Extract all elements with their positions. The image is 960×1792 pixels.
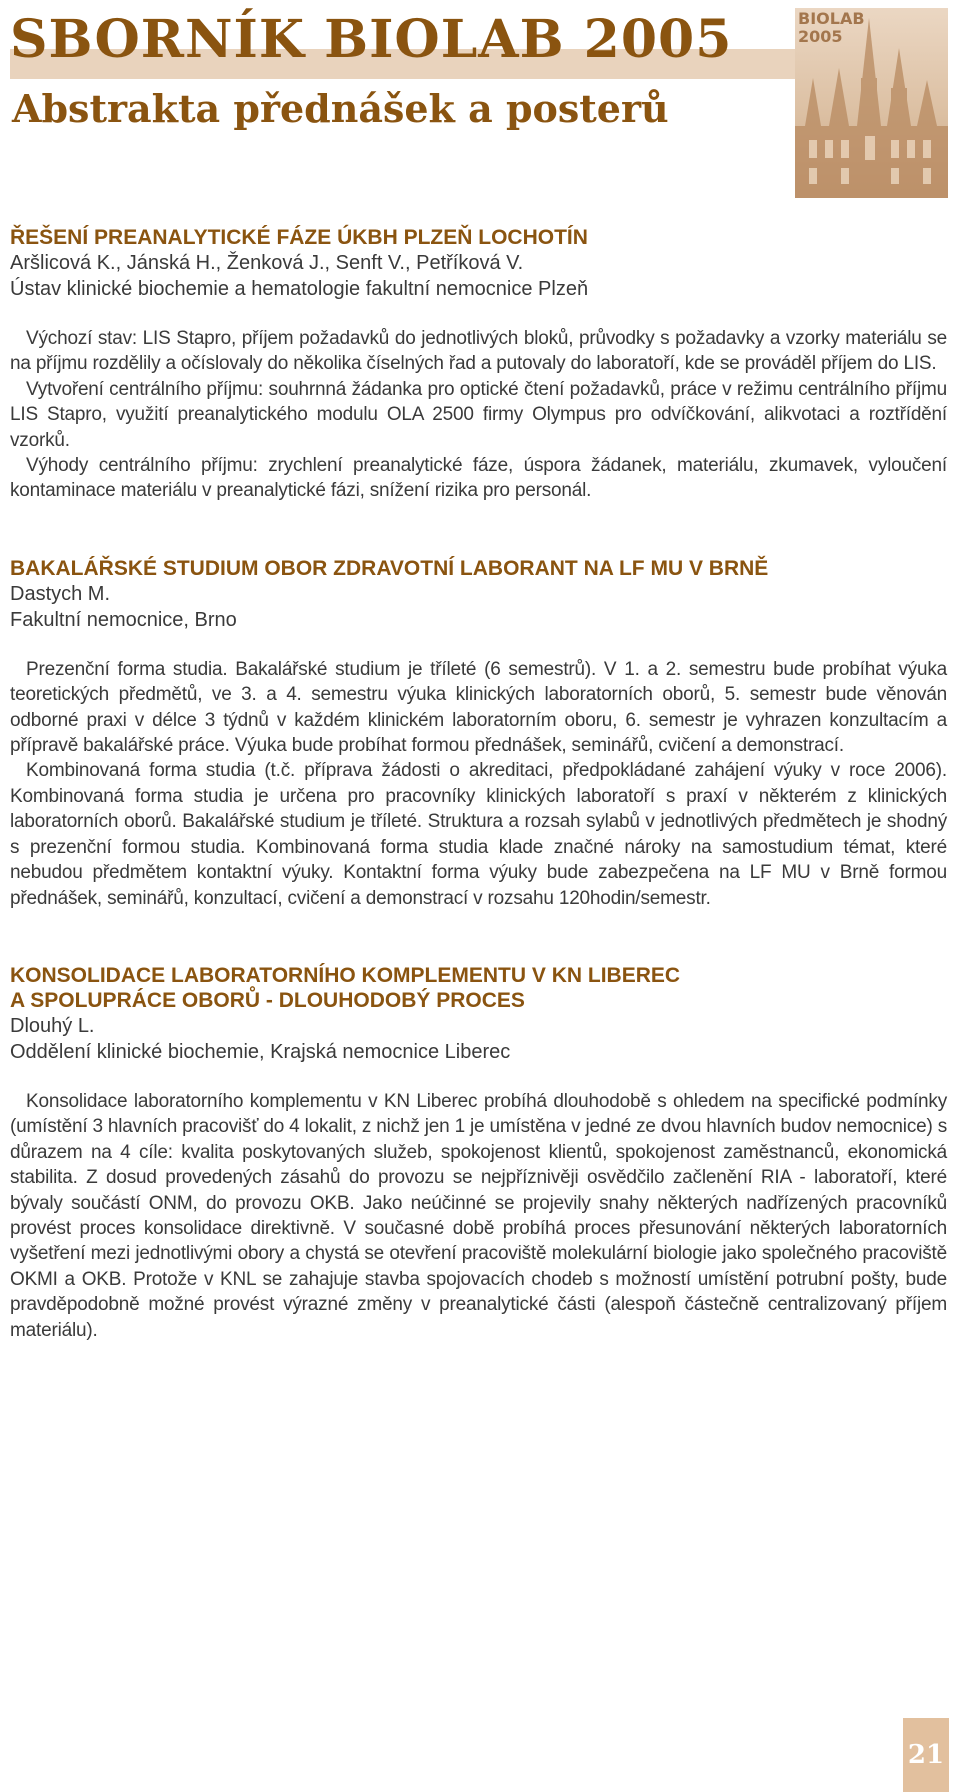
- page-title: SBORNÍK BIOLAB 2005: [10, 9, 733, 70]
- logo-text: BIOLAB 2005: [798, 9, 865, 46]
- article-2: [10, 556, 947, 911]
- article-body: [10, 657, 947, 911]
- page-header: [0, 0, 960, 200]
- article-affiliation: Ústav klinické biochemie a hematologie fakultní nemocnice Plzeň: [10, 278, 589, 300]
- biolab-logo: [795, 8, 948, 198]
- article-body: [10, 326, 947, 504]
- paragraph: Vytvoření centrálního příjmu: souhrnná žádanka pro optické čtení požadavků, práce v režimu centrálního příjmu LIS Stapro, využití preanalytického modulu OLA 2500 firmy Olympus pro odvíčkování, alikvotaci a roztřídění vzorků.: [10, 378, 947, 451]
- paragraph: Prezenční forma studia. Bakalářské studium je tříleté (6 semestrů). V 1. a 2. semestru bude probíhat výuka teoretických předmětů, ve 3. a 4. semestru výuka klinických laboratorních oborů, 5. semestr bude věnován odborné praxi v délce 3 týdnů v každém klinickém laboratorním oboru, 6. semestr je vyhrazen konzultacím a přípravě bakalářské práce. Výuka bude probíhat formou přednášek, seminářů, cvičení a demonstrací.: [10, 658, 947, 757]
- article-title: KONSOLIDACE LABORATORNÍHO KOMPLEMENTU V KN LIBEREC A SPOLUPRÁCE OBORŮ - DLOUHODOBÝ PROCES: [10, 963, 681, 1012]
- article-1: [10, 225, 947, 504]
- article-authors: Dastych M.: [10, 582, 111, 605]
- page-subtitle: Abstrakta přednášek a posterů: [12, 86, 669, 131]
- article-authors: Dlouhý L.: [10, 1014, 95, 1037]
- article-affiliation: Fakultní nemocnice, Brno: [10, 608, 237, 631]
- page-number: 21: [903, 1718, 949, 1792]
- article-title: ŘEŠENÍ PREANALYTICKÉ FÁZE ÚKBH PLZEŇ LOCHOTÍN: [10, 226, 588, 249]
- article-affiliation: Oddělení klinické biochemie, Krajská nemocnice Liberec: [10, 1040, 511, 1063]
- article-body: [10, 1089, 947, 1343]
- paragraph: Výchozí stav: LIS Stapro, příjem požadavků do jednotlivých bloků, průvodky s požadavky a vzorky materiálu se na příjmu rozdělily a očíslovaly do několika číselných řad a putovaly do laboratoří, kde se prováděl příjem do LIS.: [10, 328, 947, 375]
- paragraph: Výhody centrálního příjmu: zrychlení preanalytické fáze, úspora žádanek, materiálu, zkumavek, vyloučení kontaminace materiálu v preanalytické fázi, snížení rizika pro personál.: [10, 455, 947, 502]
- paragraph: Kombinovaná forma studia (t.č. příprava žádosti o akreditaci, předpokládané zahájení výuky v roce 2006). Kombinovaná forma studia je určena pro pracovníky klinických laboratoří s praxí v některém z klinických laboratorních oborů. Bakalářské studium je tříleté. Struktura a rozsah sylabů v jednotlivých předmětech je shodný s prezenční formou studia. Kombinovaná forma studia klade značné nároky na samostudium témat, které nebudou předmětem kontaktní výuky. Kontaktní forma výuky bude zabezpečena na LF MU v Brně formou přednášek, seminářů, konzultací, cvičení a demonstrací v rozsahu 120hodin/semestr.: [10, 760, 947, 909]
- article-title: BAKALÁŘSKÉ STUDIUM OBOR ZDRAVOTNÍ LABORANT NA LF MU V BRNĚ: [10, 556, 769, 580]
- article-authors: Aršlicová K., Jánská H., Ženková J., Senft V., Petříková V.: [10, 252, 524, 274]
- paragraph: Konsolidace laboratorního komplementu v KN Liberec probíhá dlouhodobě s ohledem na specifické podmínky (umístění 3 hlavních pracovišť do 4 lokalit, z nichž jen 1 je umístěna v jedné ze dvou hlavních budov nemocnice) s důrazem na 4 cíle: kvalita poskytovaných služeb, spokojenost klientů, spokojenost zaměstnanců, ekonomická stabilita. Z dosud provedených zásahů do provozu se nejpříznivěji osvědčilo začlenění RIA - laboratoří, které bývaly součástí ONM, do provozu OKB. Jako neúčinné se projevily snahy některých nadřízených pracovníků provést proces konsolidace direktivně. V současné době probíhá proces přesunování některých laboratorních vyšetření mezi jednotlivými obory a chystá se otevření pracoviště molekulární biologie jako společného pracoviště OKMI a OKB. Protože v KNL se zahajuje stavba spojovacích chodeb s možností umístění potrubní pošty, bude pravděpodobně možné provést výrazné změny v preanalytické části (alespoň částečně centralizovaný příjem materiálu).: [10, 1090, 947, 1341]
- article-3: [10, 963, 947, 1343]
- abstracts-list: [10, 225, 947, 1395]
